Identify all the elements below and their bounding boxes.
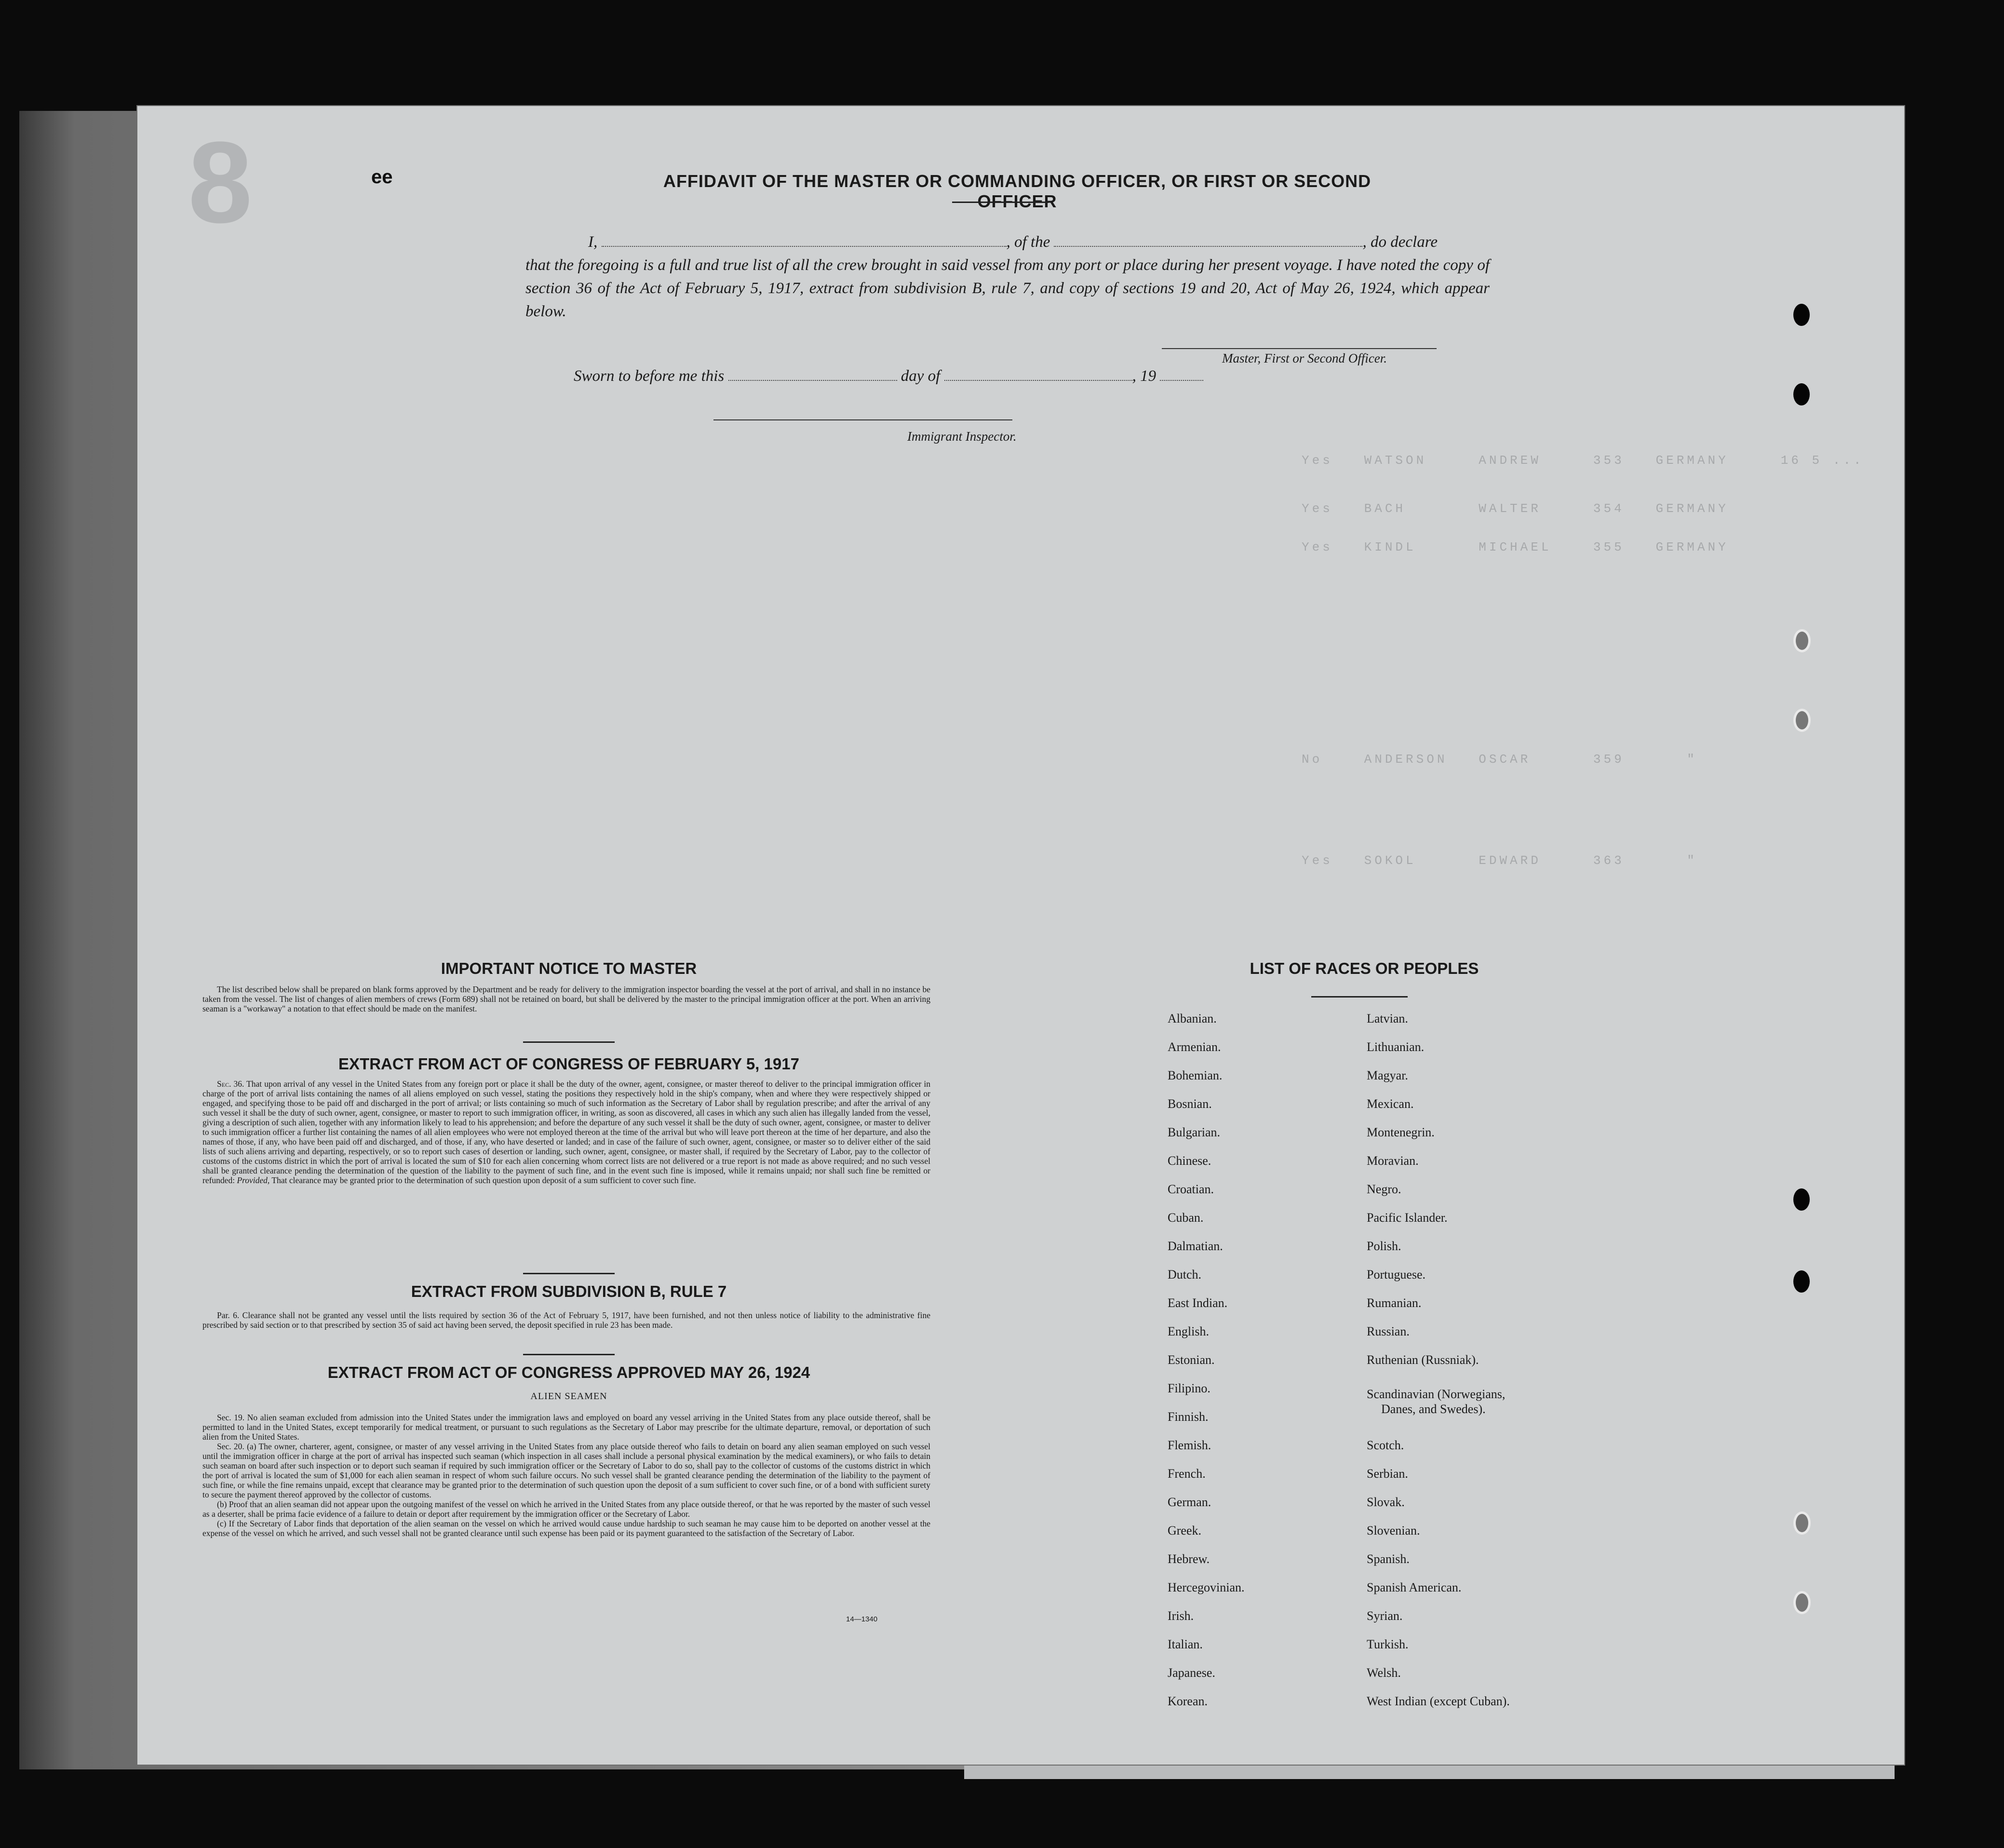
page-number: 8	[188, 118, 253, 247]
race-item-continued: Danes, and Swedes).	[1381, 1402, 1486, 1416]
divider	[523, 1354, 615, 1355]
race-item: Scandinavian (Norwegians,	[1367, 1387, 1506, 1401]
divider	[523, 1273, 615, 1274]
race-item: Bosnian.	[1168, 1097, 1212, 1111]
race-item: Estonian.	[1168, 1353, 1215, 1367]
affidavit-body: that the foregoing is a full and true list of all the crew brought in said vessel from any port or place during her present voyage. I have noted the copy of section 36 of the Act of February 5, 1917, extract from subdivision B, rule 7, and copy of sections 19 and 20, Act of May 26, 1924, which appear below.	[525, 256, 1490, 320]
day-of-text: day of	[901, 367, 941, 385]
alien-seamen-subtitle: ALIEN SEAMEN	[530, 1391, 607, 1402]
affidavit-text	[525, 230, 1490, 323]
extract-1924-title: EXTRACT FROM ACT OF CONGRESS APPROVED MAY 26, 1924	[327, 1363, 810, 1381]
binder-hole	[1793, 1270, 1810, 1293]
sworn-year-blank[interactable]	[1160, 369, 1203, 381]
section-label: Sec. 36.	[217, 1079, 244, 1089]
sworn-month-blank[interactable]	[944, 369, 1132, 381]
affidavit-i: I,	[588, 233, 598, 251]
inspector-label: Immigrant Inspector.	[907, 429, 1017, 444]
section-20a-text: Sec. 20. (a) The owner, charterer, agent, consignee, or master of any vessel arriving in the United States from any place outside thereof who fails to detain on board any alien seaman employed on such vessel until the immigration officer in charge at the port of arrival has inspected such seaman (which inspection in all cases shall include a personal physical examination by the medical examiners), or who fails to detain such seaman on board after such inspection or to deport such seaman if required by such immigration officer or the Secretary of Labor to do so, shall pay to the collector of customs of the customs district in which the port of arrival is located the sum of $1,000 for each alien seaman in respect of whom such failure occurs. No such vessel shall be granted clearance pending the determination of the liability to the payment of such fine, or while the fine remains unpaid, except that clearance may be granted prior to the determination of such question upon the deposit of a sum sufficient to cover such fine, or of a bond with sufficient surety to secure the payment thereof approved by the collector of customs.	[202, 1442, 930, 1499]
binder-hole	[1793, 629, 1811, 652]
race-item: Lithuanian.	[1367, 1040, 1425, 1054]
name-blank[interactable]	[602, 235, 1007, 247]
race-item: Korean.	[1168, 1694, 1208, 1708]
extract-1917-title: EXTRACT FROM ACT OF CONGRESS OF FEBRUARY 5, 1917	[338, 1055, 799, 1073]
inspector-signature-line[interactable]	[713, 419, 1012, 420]
bleed-through-text: Yes BACH WALTER 354 GERMANY	[1302, 501, 1729, 516]
race-item: Dalmatian.	[1168, 1239, 1223, 1253]
affidavit-title: AFFIDAVIT OF THE MASTER OR COMMANDING OFFICER, OR FIRST OR SECOND OFFICER	[663, 171, 1372, 211]
binder-hole	[1793, 1591, 1811, 1614]
race-item: Hebrew.	[1168, 1552, 1210, 1566]
binder-hole	[1793, 304, 1810, 326]
affidavit-of: , of the	[1006, 233, 1050, 251]
race-item: French.	[1168, 1467, 1206, 1481]
year-prefix: , 19	[1132, 367, 1157, 385]
races-title: LIST OF RACES OR PEOPLES	[1250, 959, 1479, 977]
bleed-through-text: Yes SOKOL EDWARD 363 "	[1302, 853, 1697, 868]
bleed-through-text: Yes WATSON ANDREW 353 GERMANY 16 5 ...	[1302, 453, 1864, 468]
race-item: Filipino.	[1168, 1381, 1210, 1395]
race-item: Syrian.	[1367, 1609, 1403, 1623]
race-item: East Indian.	[1168, 1296, 1228, 1310]
notice-title: IMPORTANT NOTICE TO MASTER	[441, 959, 697, 977]
form-number: 14—1340	[846, 1615, 878, 1623]
race-item: Dutch.	[1168, 1268, 1202, 1281]
bleed-through-text: No ANDERSON OSCAR 359 "	[1302, 752, 1697, 767]
extract-1924-text	[202, 1413, 930, 1538]
race-item: Polish.	[1367, 1239, 1401, 1253]
race-item: Flemish.	[1168, 1438, 1211, 1452]
race-item: Hercegovinian.	[1168, 1580, 1245, 1594]
race-item: Moravian.	[1367, 1154, 1419, 1168]
race-item: Welsh.	[1367, 1666, 1401, 1680]
race-item: Russian.	[1367, 1324, 1410, 1338]
race-item: Magyar.	[1367, 1068, 1408, 1082]
sworn-day-blank[interactable]	[728, 369, 897, 381]
section-19-text: Sec. 19. No alien seaman excluded from admission into the United States under the immigration laws and employed on board any vessel arriving in the United States from any place outside thereof, shall be permitted to land in the United States, except temporarily for medical treatment, or pursuant to such regulations as the Secretary of Labor may prescribe for the ultimate departure, removal, or deportation of such alien from the United States.	[202, 1413, 930, 1442]
rule-7-text: Par. 6. Clearance shall not be granted any vessel until the lists required by section 36 of the Act of February 5, 1917, have been furnished, and not then unless notice of liability to the administrative fine prescribed by said section or to that prescribed by section 35 of said act having been served, the deposit specified in rule 23 has been made.	[202, 1310, 930, 1330]
race-item: Croatian.	[1168, 1182, 1214, 1196]
race-item: Scotch.	[1367, 1438, 1404, 1452]
master-signature-line[interactable]	[1162, 348, 1437, 349]
race-item: West Indian (except Cuban).	[1367, 1694, 1510, 1708]
race-item: Montenegrin.	[1367, 1125, 1435, 1139]
race-item: Japanese.	[1168, 1666, 1215, 1680]
race-item: Albanian.	[1168, 1012, 1217, 1025]
proviso-text: That clearance may be granted prior to the determination of such question upon deposit of a sum sufficient to cover such fine.	[271, 1175, 696, 1185]
race-item: Bulgarian.	[1168, 1125, 1221, 1139]
race-item: Portuguese.	[1367, 1268, 1426, 1281]
race-item: Negro.	[1367, 1182, 1401, 1196]
divider	[952, 202, 1049, 203]
rule-7-title: EXTRACT FROM SUBDIVISION B, RULE 7	[411, 1282, 727, 1300]
race-item: Slovenian.	[1367, 1524, 1420, 1538]
race-item: Ruthenian (Russniak).	[1367, 1353, 1479, 1367]
extract-1917-text	[202, 1079, 930, 1185]
race-item: Mexican.	[1367, 1097, 1414, 1111]
sworn-line	[574, 367, 1203, 385]
notice-text: The list described below shall be prepared on blank forms approved by the Department and be ready for delivery to the immigration inspector boarding the vessel at the port of arrival, and shall in no instance be taken from the vessel. The list of changes of alien members of crews (Form 689) shall not be retained on board, but shall be delivered by the master to the principal immigration officer at the port. When an arriving seaman is a "workaway" a notation to that effect should be made on the manifest.	[202, 985, 930, 1013]
bleed-through-text: Yes KINDL MICHAEL 355 GERMANY	[1302, 540, 1729, 554]
race-item: Bohemian.	[1168, 1068, 1223, 1082]
binder-hole	[1793, 1188, 1810, 1211]
race-item: Spanish American.	[1367, 1580, 1462, 1594]
binder-hole	[1793, 1511, 1811, 1535]
section-20b-text: (b) Proof that an alien seaman did not appear upon the outgoing manifest of the vessel on which he arrived in the United States from any place outside thereof, or that he was reported by the master of such vessel as a deserter, shall be prima facie evidence of a failure to detain or deport after requirement by the immigration officer or the Secretary of Labor.	[202, 1499, 930, 1519]
section-36-text: That upon arrival of any vessel in the United States from any foreign port or place it shall be the duty of the owner, agent, consignee, or master thereof to deliver to the principal immigration officer in charge of the port of arrival lists containing the names of all aliens employed on such vessel, stating the positions they respectively hold in the ship's company, when and where they were respectively shipped or engaged, and specifying those to be paid off and discharged in the port of arrival; or lists containing so much of such information as the Secretary of Labor shall by regulation prescribe; and after the arrival of any such vessel it shall be the duty of such owner, agent, consignee, or master to report to such immigration officer, in writing, as soon as discovered, all cases in which any such alien has illegally landed from the vessel, giving a description of such alien, together with any information likely to lead to his apprehension; and before the departure of any such vessel it shall be the duty of such owner, agent, consignee, or master to deliver to such immigration officer a further list containing the names of all alien employees who were not employed thereon at the time of the arrival but who will leave port thereon at the time of her departure, and also the names of those, if any, who have been paid off and discharged, and of those, if any, who have deserted or landed; and in case of the failure of such owner, agent, consignee, or master so to deliver either of the said lists of such aliens arriving and departing, respectively, or so to report such cases of desertion or landing, such owner, agent, consignee, or master shall, if required by the Secretary of Labor, pay to the collector of customs of the customs district in which the port of arrival is located the sum of $10 for each alien concerning whom correct lists are not delivered or a true report is not made as above required; and no such vessel shall be granted clearance pending the determination of the question of the liability to the payment of such fine, and in the event such fine is imposed, while it remains unpaid; nor shall such fine be remitted or refunded:	[202, 1079, 930, 1185]
race-item: Serbian.	[1367, 1467, 1408, 1481]
race-item: Irish.	[1168, 1609, 1194, 1623]
sworn-text: Sworn to before me this	[574, 367, 725, 385]
race-item: Latvian.	[1367, 1012, 1408, 1025]
affidavit-declare: , do declare	[1362, 233, 1438, 251]
divider	[1311, 996, 1408, 998]
race-item: German.	[1168, 1495, 1211, 1509]
proviso-word: Provided,	[237, 1175, 270, 1185]
race-item: Rumanian.	[1367, 1296, 1422, 1310]
race-item: Finnish.	[1168, 1410, 1209, 1424]
vessel-blank[interactable]	[1054, 235, 1362, 247]
race-item: Spanish.	[1367, 1552, 1410, 1566]
race-item: Cuban.	[1168, 1211, 1204, 1225]
race-item: Armenian.	[1168, 1040, 1221, 1054]
race-item: Chinese.	[1168, 1154, 1211, 1168]
binder-hole	[1793, 709, 1811, 732]
race-item: English.	[1168, 1324, 1209, 1338]
section-20c-text: (c) If the Secretary of Labor finds that deportation of the alien seaman on the vessel on which he arrived would cause undue hardship to such seaman he may cause him to be deported on another vessel at the expense of the vessel on which he arrived, and such vessel shall not be granted clearance until such expense has been paid or its payment guaranteed to the satisfaction of the Secretary of Labor.	[202, 1519, 930, 1538]
race-item: Slovak.	[1367, 1495, 1405, 1509]
race-item: Italian.	[1168, 1637, 1203, 1651]
race-item: Greek.	[1168, 1524, 1202, 1538]
margin-mark: ee	[371, 166, 393, 188]
master-label: Master, First or Second Officer.	[1222, 351, 1387, 365]
binder-hole	[1793, 383, 1810, 405]
race-item: Pacific Islander.	[1367, 1211, 1448, 1225]
race-item: Turkish.	[1367, 1637, 1409, 1651]
divider	[523, 1041, 615, 1043]
